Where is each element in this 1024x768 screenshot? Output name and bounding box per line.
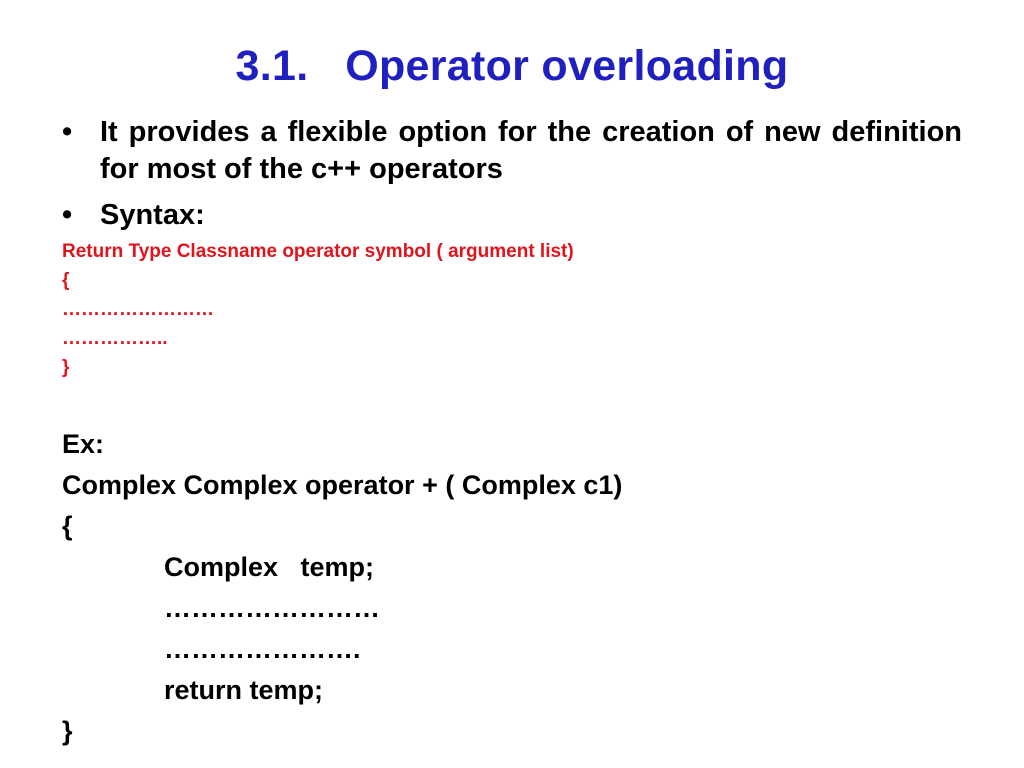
bullet-item-syntax (62, 197, 962, 234)
syntax-code-block (62, 237, 574, 382)
example-line-open-brace: { (62, 511, 73, 541)
example-line-return: return temp; (164, 675, 324, 705)
example-line-declaration: Complex temp; (164, 552, 375, 582)
example-line-body-1: …………………… (164, 593, 380, 623)
example-line-signature: Complex Complex operator + ( Complex c1) (62, 470, 623, 500)
syntax-line-close-brace: } (62, 357, 70, 378)
bullet-text-syntax: Syntax: (100, 199, 205, 231)
bullet-marker: • (62, 116, 73, 148)
syntax-line-open-brace: { (62, 270, 70, 291)
slide-title: 3.1. Operator overloading (235, 42, 789, 90)
syntax-line-signature: Return Type Classname operator symbol ( argument list) (62, 241, 574, 262)
example-line-close-brace: } (62, 716, 73, 746)
syntax-line-body-2: …………….. (62, 328, 168, 349)
bullet-text-definition: It provides a flexible option for the creation of new definition for most of the c++ operators (100, 116, 962, 185)
example-label: Ex: (62, 429, 105, 459)
example-line-body-2: …………………. (164, 634, 361, 664)
bullet-marker: • (62, 199, 73, 231)
syntax-line-body-1: …………………… (62, 299, 214, 320)
bullet-item-definition (62, 114, 962, 188)
example-block (62, 424, 622, 752)
